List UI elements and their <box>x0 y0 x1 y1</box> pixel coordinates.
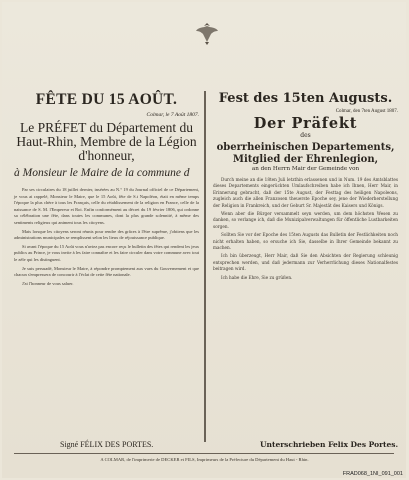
french-body <box>14 187 199 287</box>
german-header-2: oberrheinischen Departements, Mitglied der Ehrenlegion, <box>216 142 395 165</box>
german-title: Fest des 15ten Augusts. <box>218 91 393 106</box>
french-paragraph: Si avant l'époque du 15 Août vous n'aviez pas encore reçu le bulletin des fêtes qui rendent les jeux publics au Prince, je vous invite à les faire connaître et les faire circuler dans votre commune avec tout le zèle qui les distinguent. <box>14 243 199 263</box>
french-column <box>14 92 199 289</box>
french-paragraph: Par ses circulaires du 18 juillet dernier, insérées au N.° 19 du Journal officiel de ce Département, je vous ai rappelé, Monsieur le Maire, que le 15 Août, fête de S.t Napoléon, était en même temps l'époque la plus chère à tous les Français, celle du rétablissement de la religion en France, celle de la naissance de S. M. l'Empereur et Roi. Enfin conformément au décret du 19 février 1806, qui ordonne sa célébration une fête, dans toutes les communes, dont la plus grande solennité, à même des sentiments religieux qui animent tous les citoyens. <box>14 187 199 226</box>
german-paragraph: Sollten Sie vor der Epoche des 15ten Augusts das Bulletin der Festlichkeiten noch nicht erhalten haben, so ersuche ich Sie, dasselbe in Ihrer Gemeinde bekannt zu machen. <box>213 232 398 251</box>
archive-stamp: FRAD068_1NI_091_001 <box>342 471 403 477</box>
footer-rule <box>14 453 394 454</box>
german-column <box>213 92 398 283</box>
french-paragraph: Mais lorsque les citoyens seront réunis pour rendre des grâces à l'être suprême, j'obtiens que les administrations municipales se remplissent selon les lieux de réjouissance publique. <box>14 228 199 241</box>
german-address: an den Herrn Mair der Gemeinde von <box>251 166 360 173</box>
french-signature: Signé FÉLIX DES PORTES. <box>60 440 154 449</box>
printer-line: A COLMAR, de l'imprimerie de DECKER et FILS, Imprimeurs de la Préfecture du Département du Haut - Rhin. <box>100 457 309 462</box>
german-signature: Unterschrieben Felix Des Portes. <box>260 440 399 449</box>
german-date: Colmar, den 7ten August 1807. <box>335 109 398 114</box>
french-paragraph: J'ai l'honneur de vous saluer. <box>22 280 74 286</box>
imperial-eagle-icon <box>195 20 219 46</box>
german-body <box>213 177 398 281</box>
french-paragraph: Je suis persuadé, Monsieur le Maire, à répondre promptement aux vues du Gouvernement et que chacun s'empressera de concourir à l'éclat de cette fête nationale. <box>14 265 199 278</box>
french-title: FÊTE DU 15 AOÛT. <box>35 91 178 108</box>
column-divider <box>204 91 206 442</box>
german-header-sub: des <box>300 132 311 140</box>
german-paragraph: Ich bin überzeugt, Herr Mair, daß Sie den Absichten der Regierung schleunig entsprechen werden, und daß jedermann zur Verherrlichung dieses Nationalfestes beitragen wird. <box>213 253 398 272</box>
french-address: à Monsieur le Maire de la commune d <box>14 167 190 180</box>
french-header: Le PRÉFET du Département du Haut-Rhin, Membre de la Légion d'honneur, <box>16 119 197 163</box>
german-paragraph: Wenn aber die Bürger versammelt seyn werden, um dem höchsten Wesen zu danken, so verlange ich, daß die Munizipalverwaltungen für öffentliche Lustbarkeiten sorgen. <box>213 211 398 229</box>
german-paragraph: Durch meine an die 18ten Juli letzthin erlassenen und in Num. 19 des Amtsblattes dieses Departements eingerückten Umlaufschreiben habe ich Ihnen, Herr Mair, in Erinnerung gebracht, daß der 15te August, der Festtag des heiligen Napoleons, zugleich auch die allen Franzosen theuerste Epoche sey, jene der Wiederherstellung der Religion in Frankreich, und der Geburt Sr. Majestät des Kaisers und Königs. <box>213 176 398 208</box>
german-paragraph: Ich habe die Ehre, Sie zu grüßen. <box>221 274 293 280</box>
french-date: Colmar, le 7 Août 1807. <box>146 111 199 118</box>
german-header: Der Präfekt <box>253 115 358 132</box>
